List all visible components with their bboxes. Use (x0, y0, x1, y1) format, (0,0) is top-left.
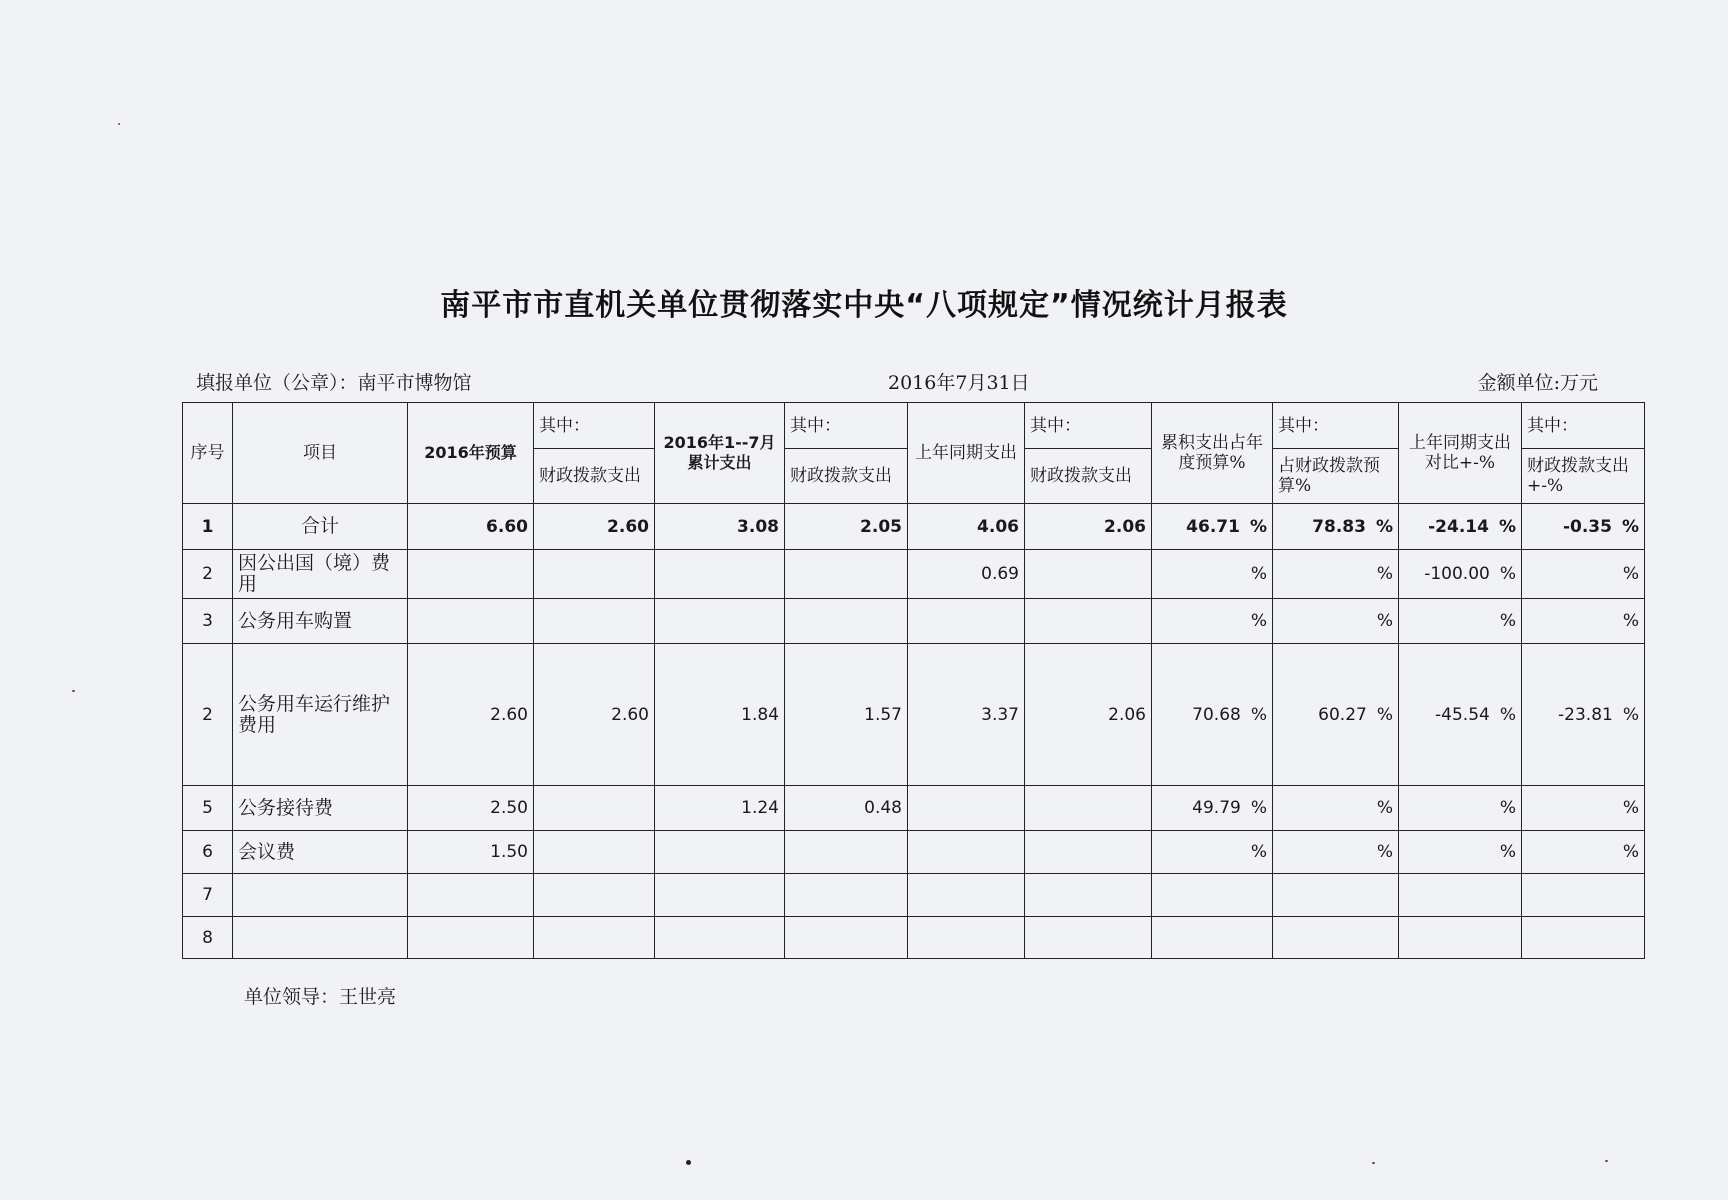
reporting-unit: 填报单位（公章）：南平市博物馆 (196, 372, 472, 394)
table-row (183, 874, 1645, 917)
row-item (233, 917, 408, 959)
row-item: 因公出国（境）费用 (233, 550, 408, 599)
header-ratio-sub: 占财政拨款预算% (1273, 449, 1399, 504)
header-lastyear-sub: 财政拨款支出 (1025, 449, 1152, 504)
percent-sign: % (1622, 564, 1639, 584)
row-lastyear-fiscal: 2.06 (1025, 644, 1152, 786)
row-item: 会议费 (233, 831, 408, 874)
percent-sign: % (1250, 704, 1267, 725)
row-ratio-fiscal (1273, 550, 1399, 599)
amount-unit: 金额单位:万元 (1477, 372, 1598, 394)
row-cumulative-fiscal (785, 550, 908, 599)
percent-sign: % (1376, 798, 1393, 818)
row-budget-fiscal (534, 786, 655, 831)
row-budget-fiscal (534, 550, 655, 599)
table-row (183, 917, 1645, 959)
row-cumulative-fiscal: 1.57 (785, 644, 908, 786)
header-cumulative-sub-top: 其中： (785, 403, 908, 449)
table-row (183, 831, 1645, 874)
scan-speck (1372, 1162, 1375, 1164)
percent-sign: % (1376, 611, 1393, 631)
row-ratio-fiscal (1273, 917, 1399, 959)
row-cumulative-fiscal (785, 917, 908, 959)
value: -100.00 (1424, 564, 1490, 584)
percent-sign: % (1250, 798, 1267, 818)
row-seq: 6 (183, 831, 233, 874)
row-ratio (1152, 504, 1273, 550)
value: 49.79 (1192, 798, 1241, 818)
row-budget (408, 917, 534, 959)
row-item: 公务用车购置 (233, 599, 408, 644)
row-item: 合计 (233, 504, 408, 550)
row-lastyear: 4.06 (908, 504, 1025, 550)
row-seq: 5 (183, 786, 233, 831)
row-budget (408, 550, 534, 599)
row-yoy (1399, 786, 1522, 831)
row-ratio (1152, 599, 1273, 644)
row-cumulative-fiscal (785, 831, 908, 874)
header-cumulative: 2016年1--7月累计支出 (655, 403, 785, 504)
table-header (183, 403, 1645, 504)
percent-sign: % (1250, 564, 1267, 584)
row-yoy-fiscal (1522, 874, 1645, 917)
percent-sign: % (1622, 704, 1639, 725)
row-yoy (1399, 831, 1522, 874)
row-lastyear: 0.69 (908, 550, 1025, 599)
row-cumulative: 3.08 (655, 504, 785, 550)
header-cumulative-sub: 财政拨款支出 (785, 449, 908, 504)
header-budget-sub-top: 其中： (534, 403, 655, 449)
row-yoy-fiscal (1522, 550, 1645, 599)
scan-speck (72, 690, 75, 692)
percent-sign: % (1622, 611, 1639, 631)
row-cumulative (655, 831, 785, 874)
percent-sign: % (1499, 611, 1516, 631)
percent-sign: % (1498, 516, 1516, 537)
percent-sign: % (1376, 842, 1393, 862)
row-cumulative: 1.84 (655, 644, 785, 786)
value: -24.14 (1428, 516, 1489, 537)
percent-sign: % (1621, 516, 1639, 537)
row-cumulative (655, 917, 785, 959)
table-row (183, 504, 1645, 550)
row-seq: 3 (183, 599, 233, 644)
value: -45.54 (1435, 704, 1490, 725)
row-cumulative: 1.24 (655, 786, 785, 831)
row-yoy (1399, 874, 1522, 917)
header-seq: 序号 (183, 403, 233, 504)
percent-sign: % (1376, 704, 1393, 725)
row-lastyear (908, 786, 1025, 831)
row-seq: 8 (183, 917, 233, 959)
row-yoy (1399, 504, 1522, 550)
row-seq: 1 (183, 504, 233, 550)
row-item: 公务用车运行维护费用 (233, 644, 408, 786)
row-yoy-fiscal (1522, 644, 1645, 786)
row-item: 公务接待费 (233, 786, 408, 831)
value: 60.27 (1318, 704, 1367, 725)
row-seq: 2 (183, 550, 233, 599)
row-budget-fiscal (534, 874, 655, 917)
percent-sign: % (1499, 704, 1516, 725)
row-ratio (1152, 874, 1273, 917)
report-date: 2016年7月31日 (888, 372, 1030, 394)
row-item (233, 874, 408, 917)
scan-speck (1605, 1160, 1608, 1162)
value: 70.68 (1192, 704, 1241, 725)
row-yoy (1399, 917, 1522, 959)
row-ratio-fiscal (1273, 504, 1399, 550)
unit-leader: 单位领导：王世亮 (244, 986, 397, 1008)
row-cumulative-fiscal: 0.48 (785, 786, 908, 831)
row-lastyear-fiscal (1025, 550, 1152, 599)
value: 78.83 (1312, 516, 1366, 537)
row-cumulative-fiscal (785, 874, 908, 917)
percent-sign: % (1249, 516, 1267, 537)
report-title: 南平市市直机关单位贯彻落实中央“八项规定”情况统计月报表 (440, 288, 1288, 323)
row-yoy-fiscal (1522, 786, 1645, 831)
row-yoy (1399, 644, 1522, 786)
scan-speck (686, 1160, 691, 1165)
percent-sign: % (1499, 798, 1516, 818)
header-item: 项目 (233, 403, 408, 504)
row-lastyear-fiscal (1025, 831, 1152, 874)
percent-sign: % (1376, 564, 1393, 584)
row-ratio-fiscal (1273, 599, 1399, 644)
table-body (183, 504, 1645, 959)
row-budget: 2.50 (408, 786, 534, 831)
row-budget-fiscal: 2.60 (534, 504, 655, 550)
row-ratio-fiscal (1273, 644, 1399, 786)
row-lastyear (908, 917, 1025, 959)
table-row (183, 550, 1645, 599)
row-seq: 2 (183, 644, 233, 786)
row-budget (408, 874, 534, 917)
header-yoy-sub-top: 其中： (1522, 403, 1645, 449)
row-ratio-fiscal (1273, 786, 1399, 831)
row-budget-fiscal: 2.60 (534, 644, 655, 786)
row-budget (408, 599, 534, 644)
percent-sign: % (1250, 842, 1267, 862)
table-row (183, 786, 1645, 831)
row-ratio (1152, 831, 1273, 874)
row-cumulative-fiscal: 2.05 (785, 504, 908, 550)
row-cumulative (655, 599, 785, 644)
value: -23.81 (1558, 704, 1613, 725)
row-lastyear-fiscal (1025, 786, 1152, 831)
statistics-table (182, 402, 1645, 959)
percent-sign: % (1499, 564, 1516, 584)
table-row (183, 644, 1645, 786)
row-budget: 6.60 (408, 504, 534, 550)
row-ratio-fiscal (1273, 874, 1399, 917)
row-lastyear (908, 599, 1025, 644)
row-budget-fiscal (534, 599, 655, 644)
scan-speck (118, 123, 120, 125)
header-ratio-sub-top: 其中： (1273, 403, 1399, 449)
table-row (183, 599, 1645, 644)
row-yoy-fiscal (1522, 599, 1645, 644)
header-yoy-sub: 财政拨款支出+-% (1522, 449, 1645, 504)
header-budget: 2016年预算 (408, 403, 534, 504)
row-ratio (1152, 917, 1273, 959)
row-lastyear (908, 874, 1025, 917)
row-yoy (1399, 599, 1522, 644)
value: -0.35 (1562, 516, 1612, 537)
row-budget: 2.60 (408, 644, 534, 786)
header-yoy: 上年同期支出对比+-% (1399, 403, 1522, 504)
percent-sign: % (1250, 611, 1267, 631)
percent-sign: % (1499, 842, 1516, 862)
row-budget: 1.50 (408, 831, 534, 874)
row-lastyear: 3.37 (908, 644, 1025, 786)
row-seq: 7 (183, 874, 233, 917)
percent-sign: % (1622, 842, 1639, 862)
header-lastyear: 上年同期支出 (908, 403, 1025, 504)
row-lastyear-fiscal (1025, 917, 1152, 959)
row-lastyear-fiscal (1025, 599, 1152, 644)
row-lastyear-fiscal (1025, 874, 1152, 917)
row-ratio (1152, 644, 1273, 786)
row-yoy-fiscal (1522, 831, 1645, 874)
row-lastyear (908, 831, 1025, 874)
row-ratio (1152, 550, 1273, 599)
row-ratio (1152, 786, 1273, 831)
row-budget-fiscal (534, 917, 655, 959)
percent-sign: % (1375, 516, 1393, 537)
row-yoy-fiscal (1522, 917, 1645, 959)
row-cumulative (655, 874, 785, 917)
row-lastyear-fiscal: 2.06 (1025, 504, 1152, 550)
row-cumulative (655, 550, 785, 599)
row-ratio-fiscal (1273, 831, 1399, 874)
value: 46.71 (1186, 516, 1240, 537)
header-ratio: 累积支出占年度预算% (1152, 403, 1273, 504)
percent-sign: % (1622, 798, 1639, 818)
row-yoy (1399, 550, 1522, 599)
row-yoy-fiscal (1522, 504, 1645, 550)
row-budget-fiscal (534, 831, 655, 874)
header-lastyear-sub-top: 其中： (1025, 403, 1152, 449)
row-cumulative-fiscal (785, 599, 908, 644)
header-budget-sub: 财政拨款支出 (534, 449, 655, 504)
